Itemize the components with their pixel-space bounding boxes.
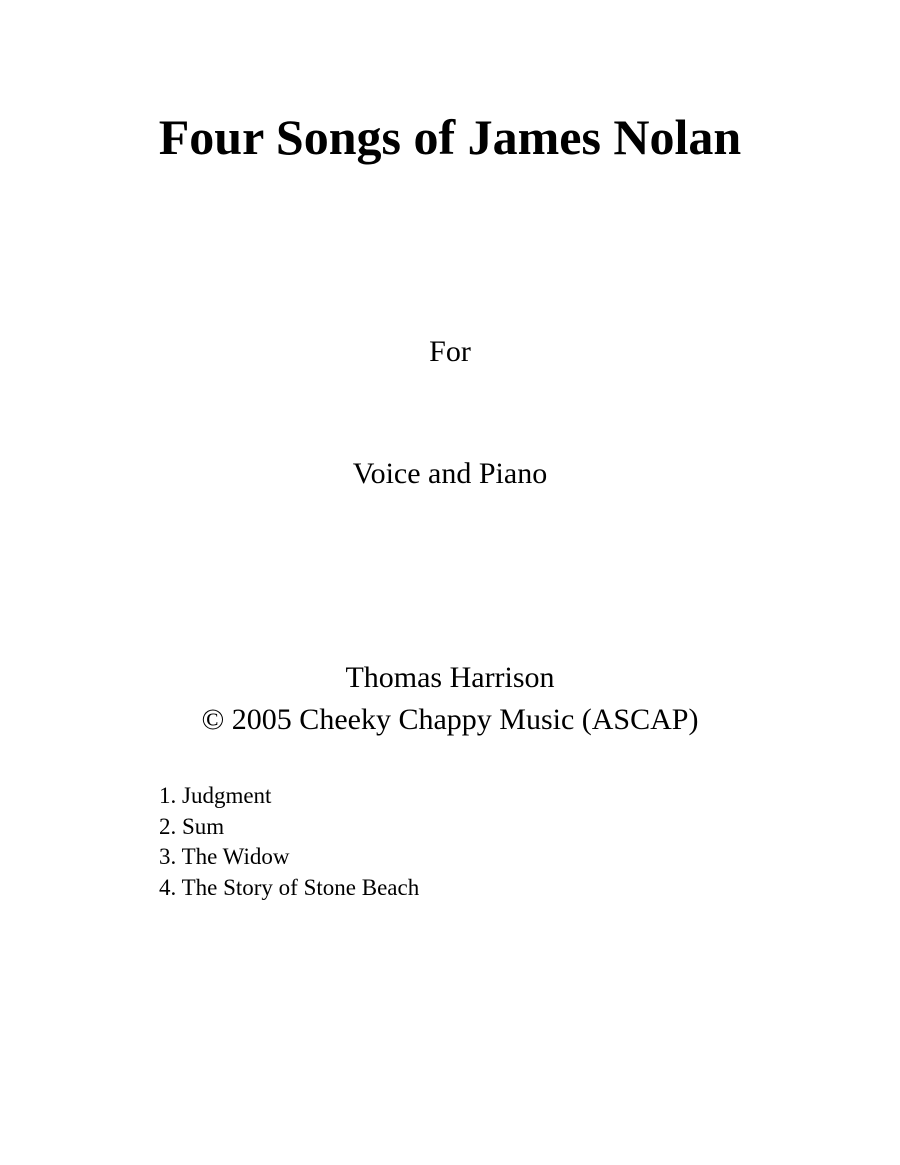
instrumentation: Voice and Piano xyxy=(352,457,548,490)
document-title: Four Songs of James Nolan xyxy=(158,109,742,165)
composer-name: Thomas Harrison xyxy=(345,661,555,694)
song-item: 2. Sum xyxy=(159,813,225,839)
song-item: 4. The Story of Stone Beach xyxy=(159,874,420,900)
song-item: 1. Judgment xyxy=(159,783,272,808)
song-list xyxy=(159,781,419,903)
song-item: 3. The Widow xyxy=(159,844,290,869)
for-label: For xyxy=(429,335,471,368)
copyright-notice: © 2005 Cheeky Chappy Music (ASCAP) xyxy=(201,703,699,736)
